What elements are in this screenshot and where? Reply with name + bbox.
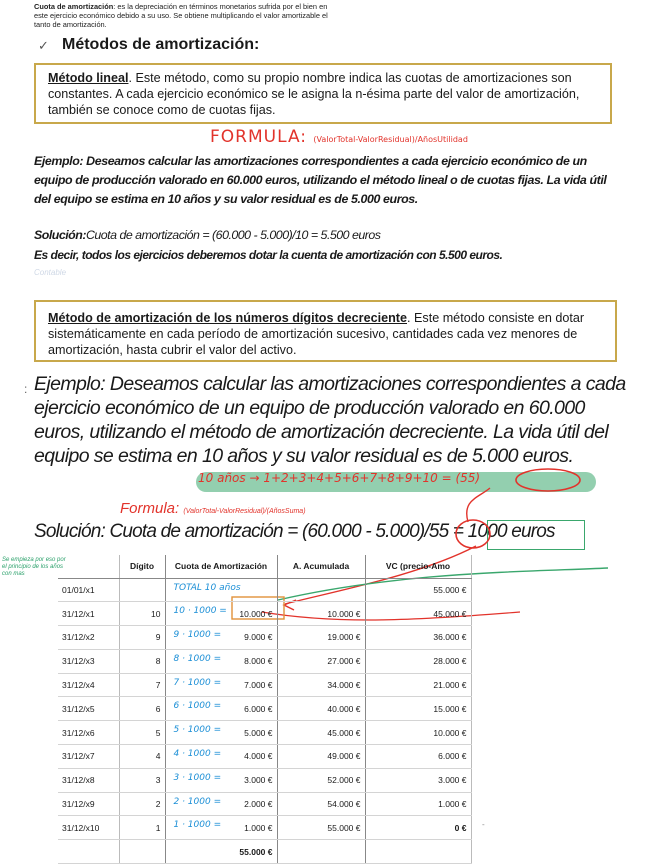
row-digit: 5	[119, 721, 165, 745]
handwritten-formula-lineal: FORMULA: (ValorTotal-ValorResidual)/AñosUtilidad	[210, 127, 468, 147]
trailing-mark: -	[482, 820, 485, 829]
row-digit: 9	[119, 626, 165, 650]
row-digit: 10	[119, 602, 165, 626]
row-digit: 7	[119, 673, 165, 697]
table-row	[58, 578, 471, 602]
row-date: 31/12/x6	[58, 721, 119, 745]
row-date: 31/12/x9	[58, 792, 119, 816]
handwritten-sum: 10 años → 1+2+3+4+5+6+7+8+9+10 = (55)	[198, 471, 481, 485]
row-handwritten-calc: 1 · 1000 =	[173, 820, 222, 831]
row-acumulada: 10.000 €	[277, 602, 365, 626]
row-digit: 3	[119, 768, 165, 792]
row-vc: 28.000 €	[365, 649, 471, 673]
row-handwritten-calc: 4 · 1000 =	[173, 749, 222, 760]
row-acumulada: 49.000 €	[277, 745, 365, 769]
table-row	[58, 745, 471, 769]
row-vc: 36.000 €	[365, 626, 471, 650]
table-row	[58, 792, 471, 816]
row-date: 31/12/x4	[58, 673, 119, 697]
row-acumulada: 55.000 €	[277, 816, 365, 840]
row-date: 31/12/x1	[58, 602, 119, 626]
amortization-table	[58, 555, 472, 864]
row-acumulada: 40.000 €	[277, 697, 365, 721]
header-date	[58, 555, 119, 578]
table-header-row	[58, 555, 471, 578]
row-cuota: 3.000 €	[244, 775, 273, 786]
row-cuota-cell	[165, 626, 277, 650]
row-handwritten-calc: 3 · 1000 =	[173, 772, 222, 783]
row-vc: 6.000 €	[365, 745, 471, 769]
row-vc: 3.000 €	[365, 768, 471, 792]
row-cuota: 9.000 €	[244, 632, 273, 643]
lineal-conclusion: Es decir, todos los ejercicios deberemos dotar la cuenta de amortización con 5.500 euros.	[34, 248, 503, 262]
row-handwritten-calc: 8 · 1000 =	[173, 653, 222, 664]
table-total-row	[58, 840, 471, 864]
row-handwritten-calc: 9 · 1000 =	[173, 630, 222, 641]
handwritten-formula-decreciente: Formula: (ValorTotal-ValorResidual)/(AñosSuma)	[120, 500, 306, 517]
decreciente-example: Ejemplo: Deseamos calcular las amortizaciones correspondientes a cada ejercicio económico de un equipo de producción valorado en 60.000 euros, utilizando el método de amortización decreciente. La vida útil del equipo se estima en 10 años y su valor residual es de 5.000 euros.	[34, 373, 626, 467]
header-vc: VC (precio-Amo	[365, 555, 471, 578]
row-cuota-cell	[165, 673, 277, 697]
row-handwritten-calc: 5 · 1000 =	[173, 725, 222, 736]
row-acumulada: 52.000 €	[277, 768, 365, 792]
row-vc: 15.000 €	[365, 697, 471, 721]
row-vc: 21.000 €	[365, 673, 471, 697]
row-handwritten-calc: 2 · 1000 =	[173, 796, 222, 807]
row-cuota: 1.000 €	[244, 822, 273, 833]
handwritten-formula-decreciente-detail: (ValorTotal-ValorResidual)/(AñosSuma)	[183, 508, 306, 515]
row-cuota-cell	[165, 649, 277, 673]
row-cuota-cell	[165, 602, 277, 626]
section-title: Métodos de amortización:	[62, 36, 260, 53]
row-digit: 4	[119, 745, 165, 769]
row-digit: 1	[119, 816, 165, 840]
row-cuota: 6.000 €	[244, 703, 273, 714]
row-digit: 8	[119, 649, 165, 673]
row-digit	[119, 578, 165, 602]
row-handwritten-calc: 10 · 1000 =	[173, 606, 227, 617]
row-digit: 6	[119, 697, 165, 721]
row-cuota: 8.000 €	[244, 656, 273, 667]
lineal-method-text: . Este método, como su propio nombre indica las cuotas de amortizaciones son constantes. A cada ejercicio económico se le asigna la n-ésima parte del valor de amortización, también se conoce como de cuotas fijas.	[48, 71, 580, 117]
row-handwritten-calc: 7 · 1000 =	[173, 677, 222, 688]
row-cuota-cell	[165, 816, 277, 840]
handwritten-formula-lineal-detail: (ValorTotal-ValorResidual)/AñosUtilidad	[313, 135, 468, 144]
table-row	[58, 721, 471, 745]
lineal-method-name: Método lineal	[48, 71, 129, 85]
table-row	[58, 649, 471, 673]
row-date: 31/12/x5	[58, 697, 119, 721]
margin-mark: :	[24, 382, 28, 396]
row-vc: 55.000 €	[365, 578, 471, 602]
row-date: 31/12/x2	[58, 626, 119, 650]
header-acumulada: A. Acumulada	[277, 555, 365, 578]
decreciente-method-name: Método de amortización de los números dígitos decreciente	[48, 311, 407, 325]
decreciente-method-text: . Este método consiste en dotar sistemáticamente en cada período de amortización sucesivo, cantidades cada vez menores de amortización, hasta cubrir el valor del activo.	[48, 311, 585, 357]
row-vc: 0 €	[365, 816, 471, 840]
row-cuota-cell	[165, 792, 277, 816]
faded-note: Contable	[34, 268, 67, 277]
row-cuota: 4.000 €	[244, 751, 273, 762]
table-row	[58, 673, 471, 697]
row-digit: 2	[119, 792, 165, 816]
lineal-solution-label: Solución:	[34, 228, 86, 242]
row-acumulada	[277, 578, 365, 602]
row-cuota: 5.000 €	[244, 727, 273, 738]
row-date: 31/12/x10	[58, 816, 119, 840]
row-cuota-cell	[165, 697, 277, 721]
row-vc: 10.000 €	[365, 721, 471, 745]
table-row	[58, 768, 471, 792]
row-date: 31/12/x7	[58, 745, 119, 769]
table-row	[58, 602, 471, 626]
row-acumulada: 45.000 €	[277, 721, 365, 745]
lineal-example: Ejemplo: Deseamos calcular las amortizaciones correspondientes a cada ejercicio económico de un equipo de producción valorado en 60.000 euros, utilizando el método lineal o de cuotas fijas. La vida útil del equipo se estima en 10 años y su valor residual es de 5.000 euros.	[34, 154, 607, 206]
table-row	[58, 816, 471, 840]
row-acumulada: 27.000 €	[277, 649, 365, 673]
intro-term: Cuota de amortización	[34, 2, 114, 11]
intro-text: : es la depreciación en términos monetarios sufrida por el bien en este ejercicio económico debido a su uso. Se obtiene multiplicando el valor amortizable el tanto de amortización.	[34, 2, 328, 29]
lineal-solution-text: Cuota de amortización = (60.000 - 5.000)/10 = 5.500 euros	[85, 228, 381, 242]
row-cuota-cell	[165, 721, 277, 745]
decreciente-solution: Solución: Cuota de amortización = (60.000 - 5.000)/55 = 1000 euros	[34, 521, 555, 542]
check-icon: ✓	[38, 38, 49, 53]
table-row	[58, 697, 471, 721]
row-cuota-cell	[165, 768, 277, 792]
row-acumulada: 19.000 €	[277, 626, 365, 650]
row-date: 31/12/x3	[58, 649, 119, 673]
side-handwritten-note: Se empieza por eso por el principio de los años con mas	[2, 557, 66, 577]
row-vc: 1.000 €	[365, 792, 471, 816]
row-vc: 45.000 €	[365, 602, 471, 626]
header-cuota: Cuota de Amortización	[165, 555, 277, 578]
row-handwritten-calc: 6 · 1000 =	[173, 701, 222, 712]
row-cuota: 2.000 €	[244, 799, 273, 810]
row-date: 01/01/x1	[58, 578, 119, 602]
row-acumulada: 34.000 €	[277, 673, 365, 697]
row-cuota: 7.000 €	[244, 680, 273, 691]
total-note: TOTAL 10 años	[173, 582, 241, 593]
row-date: 31/12/x8	[58, 768, 119, 792]
total-cuota: 55.000 €	[165, 840, 277, 864]
row-cuota-cell	[165, 578, 277, 602]
row-cuota: 10.000 €	[239, 608, 273, 619]
header-digit: Dígito	[119, 555, 165, 578]
row-cuota-cell	[165, 745, 277, 769]
table-row	[58, 626, 471, 650]
row-acumulada: 54.000 €	[277, 792, 365, 816]
